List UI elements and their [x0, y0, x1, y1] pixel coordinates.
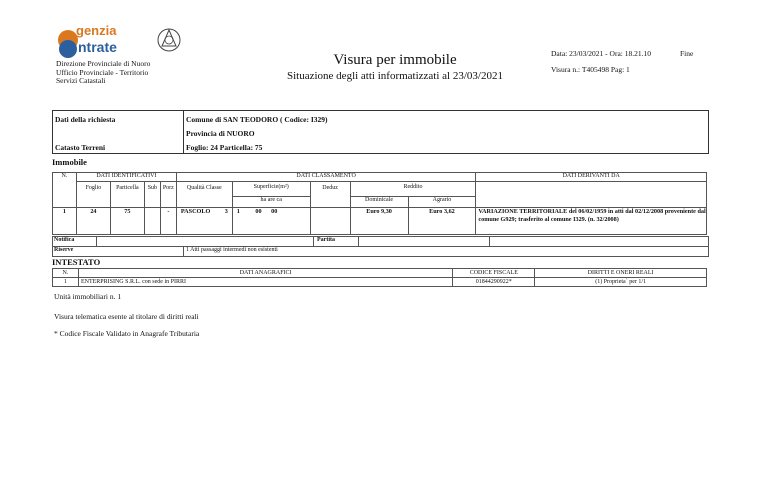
- row-sub: [144, 208, 160, 235]
- int-row-cf: 01844290922*: [453, 278, 535, 287]
- riserve-label: Riserve: [54, 247, 74, 253]
- int-header-anagrafici: DATI ANAGRAFICI: [78, 269, 452, 278]
- immobile-section-title: Immobile: [52, 157, 87, 167]
- int-header-diritti: DIRITTI E ONERI REALI: [535, 269, 707, 278]
- intestato-table: [52, 268, 707, 287]
- codice-fiscale-note: * Codice Fiscale Validato in Anagrafe Tributaria: [54, 329, 200, 338]
- int-row-diritti: (1) Proprieta` per 1/1: [535, 278, 707, 287]
- office-line: Direzione Provinciale di Nuoro: [56, 59, 151, 68]
- header-porz: Porz: [160, 182, 176, 208]
- table-row: [53, 278, 707, 287]
- header-qualita: Qualità Classe: [176, 182, 232, 208]
- office-block: [56, 60, 150, 86]
- foglio-value: Foglio: 24 Particella: 75: [186, 143, 263, 152]
- header-classamento: DATI CLASSAMENTO: [176, 173, 476, 182]
- office-line: Servizi Catastali: [56, 76, 106, 85]
- intestato-header-row: [53, 269, 707, 278]
- partita-label: Partita: [317, 237, 335, 243]
- row-n: 1: [53, 208, 77, 235]
- int-header-cf: CODICE FISCALE: [453, 269, 535, 278]
- row-particella: 75: [110, 208, 144, 235]
- header-reddito: Reddito: [350, 182, 476, 197]
- row-foglio: 24: [76, 208, 110, 235]
- header-ha-are-ca: ha are ca: [232, 197, 310, 208]
- comune-value: Comune di SAN TEODORO ( Codice: I329): [186, 115, 328, 124]
- riserve-bar: [52, 246, 709, 257]
- riserve-text: 1 Atti passaggi intermedi non esistenti: [186, 247, 278, 253]
- provincia-value: Provincia di NUORO: [186, 129, 255, 138]
- header-agrario: Agrario: [408, 197, 476, 208]
- document-subtitle: Situazione degli atti informatizzati al 23/03/2021: [287, 70, 503, 82]
- esente-note: Visura telematica esente al titolare di diritti reali: [54, 312, 199, 321]
- immobile-header-row-2: [53, 182, 707, 197]
- int-row-anagrafici: ENTERPRISING S.R.L. con sede in PIRRI: [78, 278, 452, 287]
- row-variazione: VARIAZIONE TERRITORIALE del 06/02/1959 in atti dal 02/12/2008 proveniente dal comune G929; trasferito al comune I329. (n. 32/2008): [476, 208, 707, 235]
- header-deduz: Deduz: [310, 182, 350, 208]
- header-derivanti: DATI DERIVANTI DA: [476, 173, 707, 182]
- visura-number: Visura n.: T405498 Pag: 1: [551, 65, 630, 74]
- header-dominicale: Dominicale: [350, 197, 408, 208]
- office-line: Ufficio Provinciale - Territorio: [56, 67, 149, 77]
- row-sup-ha: 1: [236, 208, 240, 215]
- row-agrario: Euro 3,62: [408, 208, 476, 235]
- svg-text:genzia: genzia: [76, 23, 117, 38]
- agenzia-entrate-logo-icon: [56, 20, 186, 60]
- row-qualita: PASCOLO: [180, 208, 211, 215]
- row-porz: -: [160, 208, 176, 235]
- int-header-n: N.: [53, 269, 79, 278]
- unita-note: Unità immobiliari n. 1: [54, 292, 122, 301]
- row-sup-are: 00: [255, 208, 262, 215]
- fine-label: Fine: [680, 49, 694, 58]
- row-qualita-classe: [176, 208, 232, 235]
- row-classe: 3: [224, 208, 228, 215]
- header-foglio: Foglio: [76, 182, 110, 208]
- header-superficie: Superficie(m²): [232, 182, 310, 197]
- int-row-n: 1: [53, 278, 79, 287]
- row-superficie: [232, 208, 310, 235]
- immobile-table: [52, 172, 707, 235]
- row-sup-ca: 00: [271, 208, 278, 215]
- document-title: Visura per immobile: [333, 52, 457, 68]
- table-row: [53, 208, 707, 235]
- row-dominicale: Euro 9,30: [350, 208, 408, 235]
- immobile-header-row-1: [53, 173, 707, 182]
- data-ora: Data: 23/03/2021 - Ora: 18.21.10: [551, 49, 651, 58]
- document-title-block: [240, 52, 550, 83]
- header-particella: Particella: [110, 182, 144, 208]
- header-sub: Sub: [144, 182, 160, 208]
- visura-meta: [551, 46, 694, 78]
- richiesta-label: Dati della richiesta: [55, 115, 116, 124]
- header-n: N.: [53, 173, 77, 182]
- row-deduz: [310, 208, 350, 235]
- notifica-label: Notifica: [54, 237, 75, 243]
- catasto-label: Catasto Terreni: [55, 143, 106, 152]
- svg-text:ntrate: ntrate: [78, 39, 117, 55]
- intestato-section-title: INTESTATO: [52, 257, 101, 267]
- richiesta-box: [52, 110, 709, 154]
- header-identificativi: DATI IDENTIFICATIVI: [76, 173, 176, 182]
- agenzia-entrate-logo: [56, 20, 186, 60]
